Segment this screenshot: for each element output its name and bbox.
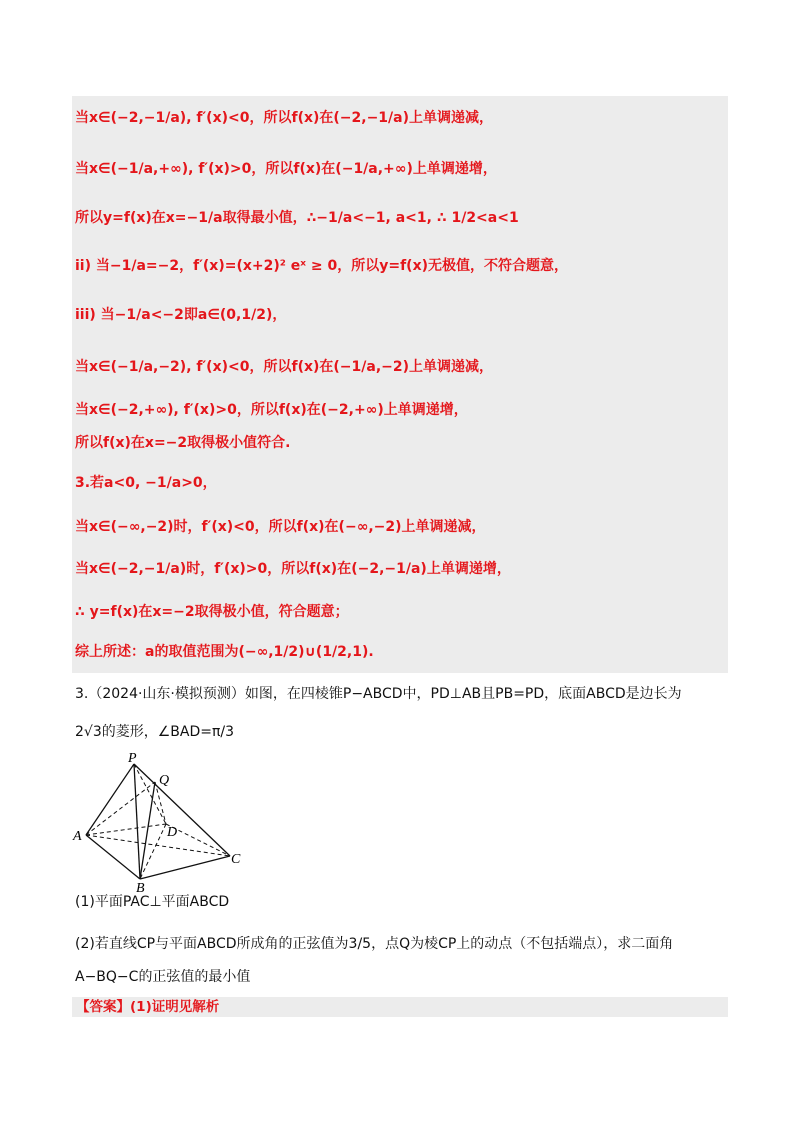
pyramid-figure bbox=[70, 752, 260, 892]
solution-line-11: 当x∈(−2,−1/a)时，f′(x)>0，所以f(x)在(−2,−1/a)上单调递增， bbox=[75, 561, 511, 577]
edge-PB bbox=[134, 764, 140, 879]
solution-line-3: 所以y=f(x)在x=−1/a取得最小值，∴−1/a<−1, a<1, ∴ 1/2<a<1 bbox=[75, 210, 519, 226]
question-part-2: (2)若直线CP与平面ABCD所成角的正弦值为3/5，点Q为棱CP上的动点（不包括端点），求二面角 bbox=[75, 936, 674, 952]
label-B: B bbox=[136, 881, 145, 892]
label-P: P bbox=[128, 752, 137, 766]
edge-BC bbox=[140, 856, 230, 879]
answer-content: (1)证明见解析 bbox=[130, 999, 220, 1015]
question-part-1: (1)平面PAC⊥平面ABCD bbox=[75, 894, 230, 910]
solution-line-13: 综上所述：a的取值范围为(−∞,1/2)∪(1/2,1). bbox=[75, 644, 374, 660]
solution-line-1: 当x∈(−2,−1/a), f′(x)<0，所以f(x)在(−2,−1/a)上单调递减， bbox=[75, 110, 494, 126]
label-Q: Q bbox=[159, 773, 170, 788]
edge-QD bbox=[155, 782, 166, 824]
solution-line-6: 当x∈(−1/a,−2), f′(x)<0，所以f(x)在(−1/a,−2)上单调递减， bbox=[75, 359, 494, 375]
question-line-2: 2√3的菱形，∠BAD=π/3 bbox=[75, 724, 235, 740]
answer-label: 【答案】 bbox=[76, 999, 130, 1015]
question-part-2b: A−BQ−C的正弦值的最小值 bbox=[75, 969, 251, 985]
label-C: C bbox=[231, 852, 241, 867]
solution-line-2: 当x∈(−1/a,+∞), f′(x)>0，所以f(x)在(−1/a,+∞)上单调递增， bbox=[75, 161, 497, 177]
solution-line-9: 3.若a<0, −1/a>0， bbox=[75, 475, 217, 491]
solution-line-12: ∴ y=f(x)在x=−2取得极小值，符合题意； bbox=[75, 604, 349, 620]
edge-PC bbox=[134, 764, 230, 856]
solution-line-10: 当x∈(−∞,−2)时，f′(x)<0，所以f(x)在(−∞,−2)上单调递减， bbox=[75, 519, 486, 535]
solution-line-4: ii) 当−1/a=−2，f′(x)=(x+2)² eˣ ≥ 0，所以y=f(x)无极值，不符合题意， bbox=[75, 258, 569, 274]
edge-BQ bbox=[140, 782, 155, 879]
edge-PA bbox=[86, 764, 134, 835]
solution-box bbox=[72, 96, 728, 673]
label-D: D bbox=[167, 825, 178, 840]
solution-line-5: iii) 当−1/a<−2即a∈(0,1/2)， bbox=[75, 307, 287, 323]
answer-text bbox=[76, 997, 219, 1017]
solution-line-8: 所以f(x)在x=−2取得极小值符合. bbox=[75, 435, 291, 451]
label-A: A bbox=[73, 829, 82, 844]
answer-bar bbox=[72, 997, 728, 1017]
solution-line-7: 当x∈(−2,+∞), f′(x)>0，所以f(x)在(−2,+∞)上单调递增， bbox=[75, 402, 468, 418]
question-line-1: 3.（2024·山东·模拟预测）如图，在四棱锥P−ABCD中，PD⊥AB且PB=PD，底面ABCD是边长为 bbox=[75, 686, 682, 702]
edge-AB bbox=[86, 835, 140, 879]
